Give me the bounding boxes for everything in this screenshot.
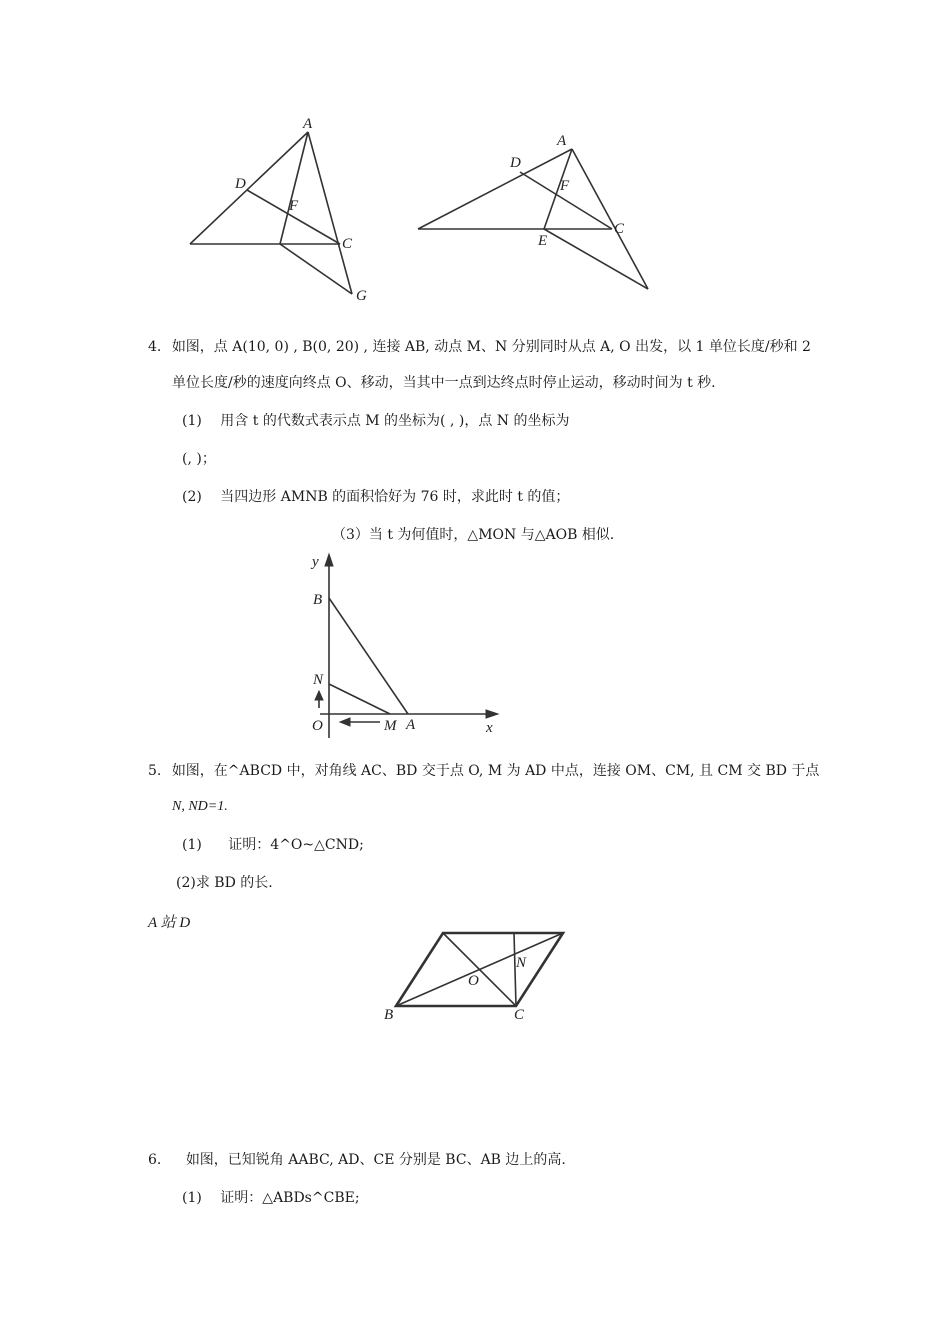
figure-coordinate-aob bbox=[300, 548, 510, 743]
label-n: N bbox=[516, 955, 527, 971]
label-e: E bbox=[538, 233, 548, 249]
label-g: G bbox=[356, 288, 367, 304]
label-d: D bbox=[510, 155, 521, 171]
q4-sub1 bbox=[182, 411, 569, 431]
q4-sub2-label: (2) bbox=[182, 489, 202, 505]
label-f: F bbox=[560, 178, 570, 194]
label-o: O bbox=[312, 718, 323, 734]
q4-text-line1: 如图，点 A(10, 0) , B(0, 20) , 连接 AB, 动点 M、N 分别同时从点 A, O 出发，以 1 单位长度/秒和 2 bbox=[171, 339, 811, 355]
q5-stray-label: A 站 D bbox=[148, 915, 191, 931]
q5-line1 bbox=[148, 761, 819, 781]
q6-line1 bbox=[148, 1150, 566, 1170]
q5-sub1-text: 证明：4^O~△CND; bbox=[228, 837, 364, 853]
q6-text-line1: 如图，已知锐角 AABC, AD、CE 分别是 BC、AB 边上的高. bbox=[185, 1152, 566, 1168]
q5-text-line2: N, ND=1. bbox=[172, 799, 228, 814]
q5-sub2-text: (2)求 BD 的长. bbox=[176, 875, 273, 891]
q5-number: 5. bbox=[148, 763, 162, 779]
q6-number: 6. bbox=[148, 1152, 162, 1168]
figure-parallelogram-abcd bbox=[378, 925, 578, 1025]
label-d: D bbox=[235, 176, 246, 192]
q5-text-line1: 如图，在^ABCD 中，对角线 AC、BD 交于点 O, M 为 AD 中点，连接 OM、CM, 且 CM 交 BD 于点 bbox=[171, 763, 820, 779]
q4-sub1-cont: (, )； bbox=[182, 451, 216, 467]
label-a: A bbox=[406, 717, 416, 733]
q5-sub1 bbox=[182, 835, 364, 855]
q6-sub1-text: 证明：△ABDs^CBE; bbox=[220, 1190, 360, 1206]
q4-line1 bbox=[148, 337, 811, 357]
q4-text-line2: 单位长度/秒的速度向终点 O、移动，当其中一点到达终点时停止运动，移动时间为 t 秒. bbox=[172, 375, 716, 391]
label-f: F bbox=[289, 198, 299, 214]
label-y: y bbox=[312, 554, 319, 570]
q4-sub3-text: （3）当 t 为何值时，△MON 与△AOB 相似. bbox=[332, 527, 615, 543]
label-c: C bbox=[614, 221, 625, 237]
q4-sub1-label: (1) bbox=[182, 413, 202, 429]
label-a: A bbox=[557, 133, 567, 149]
label-c: C bbox=[514, 1007, 525, 1023]
q4-sub2 bbox=[182, 487, 569, 507]
label-c: C bbox=[342, 236, 353, 252]
label-m: M bbox=[384, 718, 397, 734]
label-b: B bbox=[313, 592, 323, 608]
label-x: x bbox=[486, 720, 493, 736]
q6-sub1-label: (1) bbox=[182, 1190, 202, 1206]
figure-triangle-adcg bbox=[170, 110, 390, 320]
q4-sub2-text: 当四边形 AMNB 的面积恰好为 76 时，求此时 t 的值； bbox=[220, 489, 570, 505]
q4-sub1-text: 用含 t 的代数式表示点 M 的坐标为( , )，点 N 的坐标为 bbox=[220, 413, 570, 429]
label-b: B bbox=[384, 1007, 394, 1023]
q5-sub1-label: (1) bbox=[182, 837, 202, 853]
label-o: O bbox=[468, 973, 479, 989]
label-a: A bbox=[303, 116, 313, 132]
q4-number: 4. bbox=[148, 339, 162, 355]
label-n: N bbox=[313, 672, 324, 688]
q6-sub1 bbox=[182, 1188, 360, 1208]
figure-triangle-adec bbox=[410, 125, 680, 300]
